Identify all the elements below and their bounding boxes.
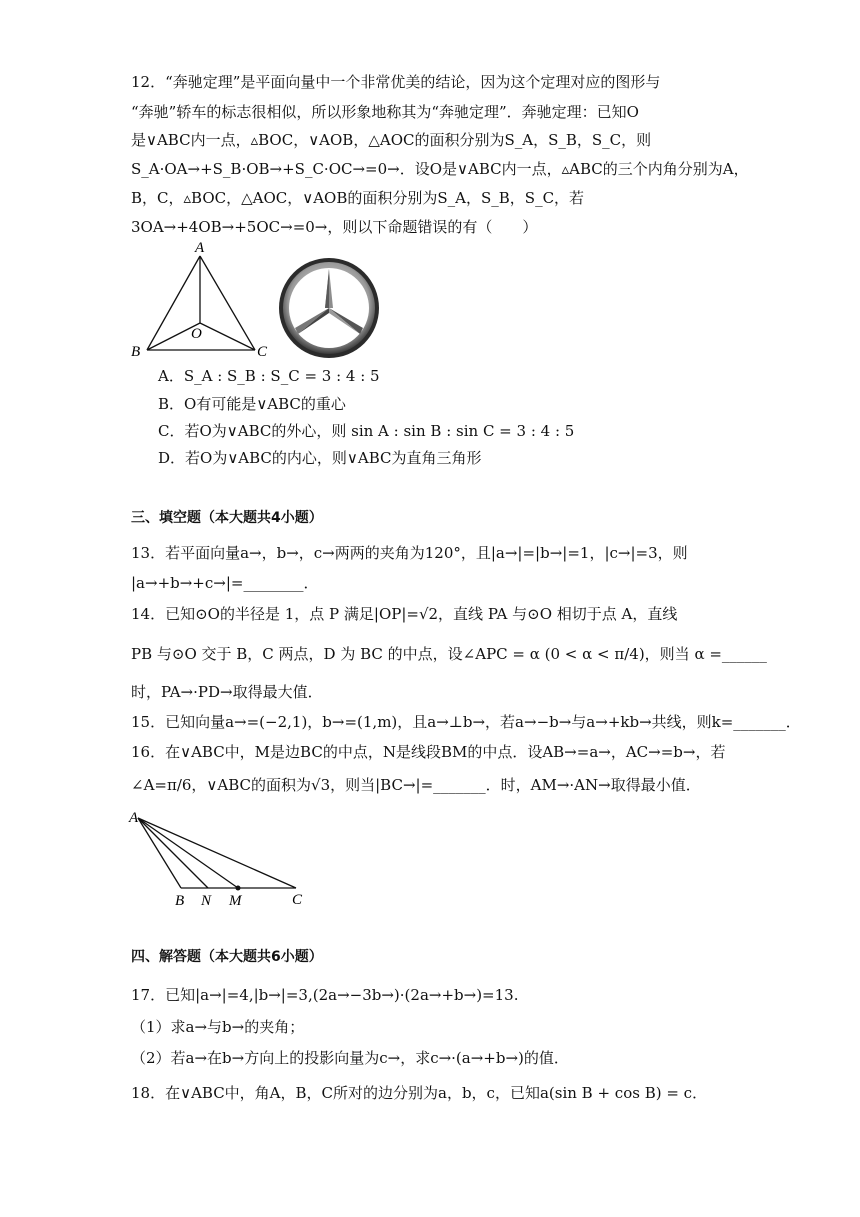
q15-line: 15．已知向量a→=(−2,1)，b→=(1,m)，且a→⊥b→，若a→−b→与a→+kb→共线，则k=_______．	[131, 713, 801, 731]
q14-line-2: PB 与⊙O 交于 B，C 两点，D 为 BC 的中点，设∠APC = α (0 < α < π/4)，则当 α =______	[131, 645, 767, 663]
q17-part-1: （1）求a→与b→的夹角；	[131, 1018, 305, 1036]
q16-line-1: 16．在∨ABC中，M是边BC的中点，N是线段BM的中点．设AB→=a→，AC→=b→，若	[131, 743, 726, 761]
label-b: B	[131, 344, 141, 360]
q13-line-2: |a→+b→+c→|=________．	[131, 574, 319, 592]
fig16-label-a: A	[129, 810, 139, 826]
q17-line-1: 17．已知|a→|=4,|b→|=3,(2a→−3b→)·(2a→+b→)=13.	[131, 986, 519, 1004]
q17-part-2: （2）若a→在b→方向上的投影向量为c→，求c→·(a→+b→)的值．	[131, 1049, 569, 1067]
q13-line-1: 13．若平面向量a→，b→，c→两两的夹角为120°，且|a→|=|b→|=1，|c→|=3，则	[131, 544, 688, 562]
q12-option-b: B．O有可能是∨ABC的重心	[158, 395, 346, 413]
q12-line-3: 是∨ABC内一点，▵BOC，∨AOB，△AOC的面积分别为S_A，S_B，S_C，则	[131, 131, 652, 149]
q12-line-5: B，C，▵BOC，△AOC，∨AOB的面积分别为S_A，S_B，S_C，若	[131, 189, 585, 207]
label-o: O	[191, 326, 202, 342]
q12-option-d: D．若O为∨ABC的内心，则∨ABC为直角三角形	[158, 449, 482, 467]
q12-line-6: 3OA→+4OB→+5OC→=0→，则以下命题错误的有（ ）	[131, 218, 538, 236]
q18-line: 18．在∨ABC中，角A，B，C所对的边分别为a，b，c，已知a(sin B + cos B) = c．	[131, 1084, 708, 1102]
q14-line-1: 14．已知⊙O的半径是 1，点 P 满足|OP|=√2，直线 PA 与⊙O 相切于点 A，直线	[131, 605, 678, 623]
triangle-abc-figure	[125, 240, 275, 365]
q12-line-2: “奔驰”轿车的标志很相似，所以形象地称其为“奔驰定理”．奔驰定理：已知O	[131, 103, 639, 121]
q12-option-c: C．若O为∨ABC的外心，则 sin A : sin B : sin C = 3 : 4 : 5	[158, 422, 575, 440]
fig16-label-b: B	[175, 893, 185, 908]
section-heading-fill-blank: 三、填空题（本大题共4小题）	[131, 510, 323, 526]
section-heading-answer: 四、解答题（本大题共6小题）	[131, 949, 323, 965]
label-c: C	[257, 344, 268, 360]
fig16-label-c: C	[292, 892, 303, 908]
q14-line-3: 时，PA→·PD→取得最大值．	[131, 683, 323, 701]
fig16-label-n: N	[201, 893, 212, 908]
mercedes-logo-image	[276, 255, 382, 361]
q12-option-a: A．S_A : S_B : S_C = 3 : 4 : 5	[158, 367, 380, 385]
fig16-label-m: M	[229, 893, 242, 908]
q16-line-2: ∠A=π/6，∨ABC的面积为√3，则当|BC→|=_______．时，AM→·AN→取得最小值．	[131, 776, 701, 794]
q12-line-1: 12．“奔驰定理”是平面向量中一个非常优美的结论，因为这个定理对应的图形与	[131, 73, 661, 91]
label-a: A	[195, 240, 205, 256]
triangle-abc-median-figure	[128, 808, 313, 908]
q12-line-4: S_A·OA→+S_B·OB→+S_C·OC→=0→．设O是∨ABC内一点，▵ABC的三个内角分别为A，	[131, 160, 749, 178]
